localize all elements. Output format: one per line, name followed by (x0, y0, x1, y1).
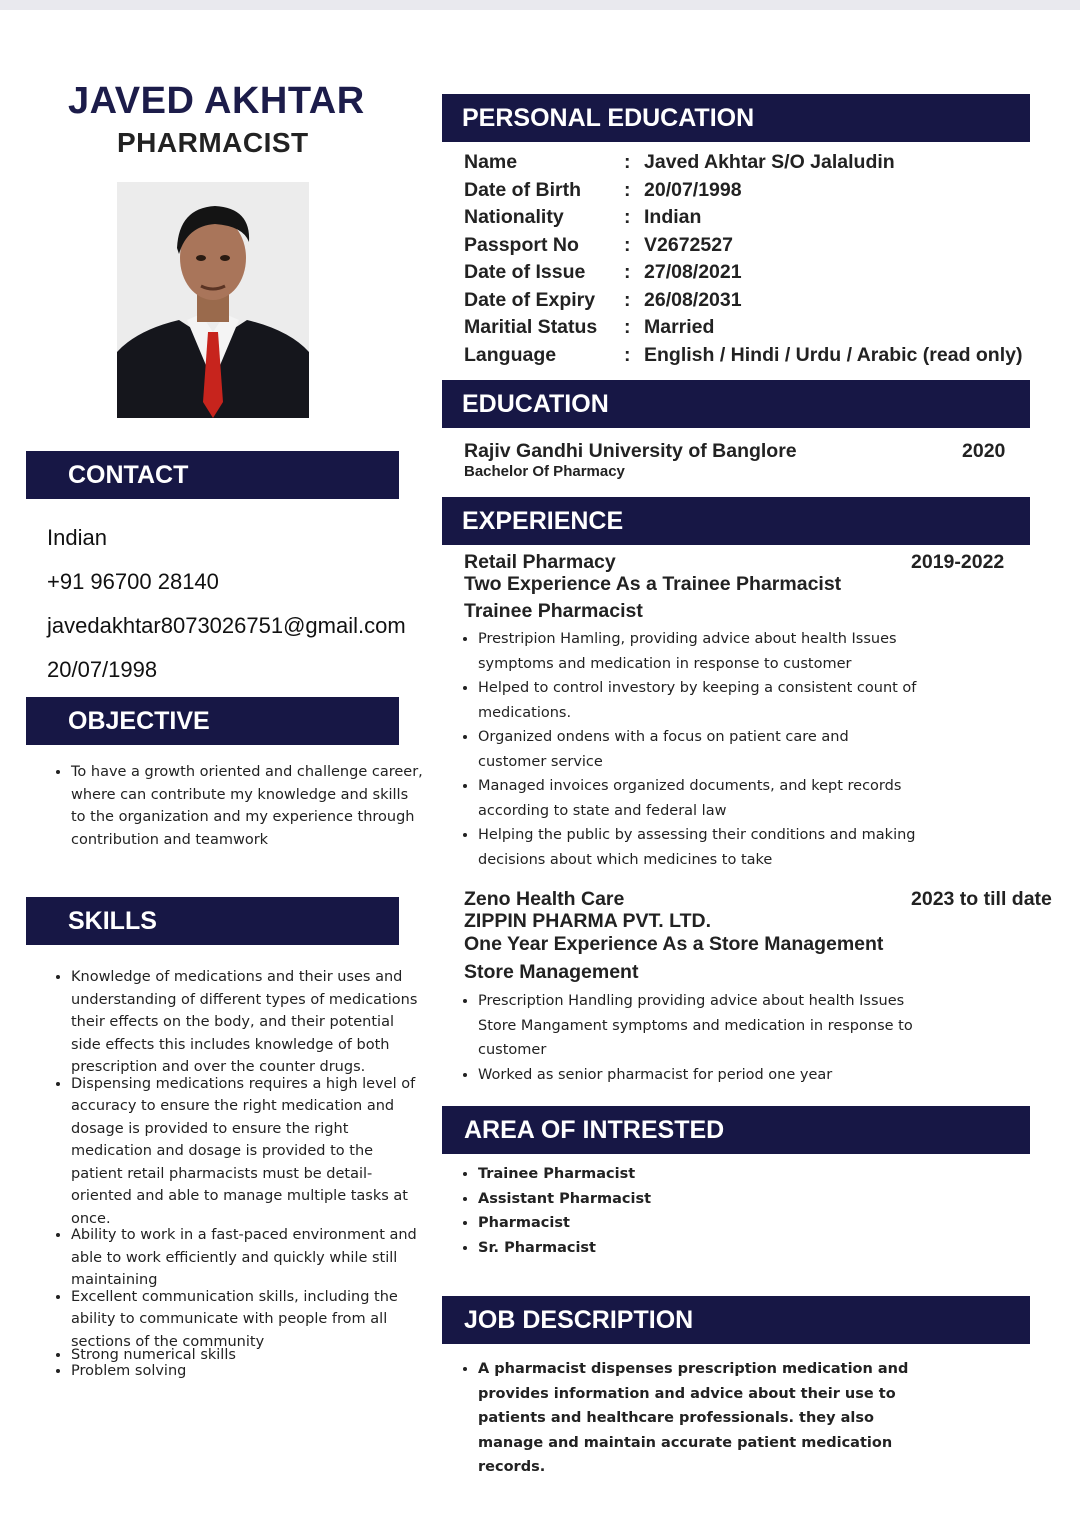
job-period: 2023 to till date (911, 888, 1052, 910)
skill-item: • Ability to work in a fast-paced environment and able to work efficiently and quickly while still maintaining (71, 1224, 425, 1292)
area-item: • Trainee Pharmacist (478, 1162, 840, 1187)
contact-nationality: Indian (47, 525, 107, 550)
area-item: • Assistant Pharmacist (478, 1187, 840, 1212)
job-bullet: • Worked as senior pharmacist for period one year (478, 1063, 920, 1088)
education-heading: EDUCATION (442, 380, 1030, 428)
candidate-role: PHARMACIST (117, 127, 309, 158)
education-year: 2020 (962, 440, 1006, 462)
personal-row: Date of Issue : 27/08/2021 (464, 261, 742, 284)
personal-row: Language : English / Hindi / Urdu / Arabic (read only) (464, 343, 1023, 366)
objective-heading: OBJECTIVE (26, 697, 399, 745)
personal-row: Nationality : Indian (464, 206, 702, 229)
profile-photo (117, 182, 309, 418)
personal-info (464, 149, 1022, 369)
skill-item: • Problem solving (71, 1363, 425, 1379)
job-company-legal: ZIPPIN PHARMA PVT. LTD. (464, 910, 712, 932)
skill-item: • Dispensing medications requires a high level of accuracy to ensure the right medication and dosage is provided to ensure the right medication and dosage is provided to the patient retail pharmacists must be detail-oriented and able to manage multiple tasks at once. (71, 1073, 425, 1231)
job-subtitle: One Year Experience As a Store Management (464, 933, 884, 955)
job-company: Retail Pharmacy (464, 551, 616, 573)
job-subtitle: Two Experience As a Trainee Pharmacist (464, 573, 842, 595)
job-bullets (440, 989, 920, 1087)
skills-list (47, 966, 425, 1379)
job-bullet: • Prescription Handling providing advice about health Issues Store Mangament symptoms and medication in response to customer (478, 989, 920, 1063)
job-role: Store Management (464, 961, 639, 983)
job-bullet: • Managed invoices organized documents, and kept records according to state and federal law (478, 774, 920, 823)
contact-heading: CONTACT (26, 451, 399, 499)
objective-item: • To have a growth oriented and challenge career, where can contribute my knowledge and skills to the organization and my experience through contribution and teamwork (71, 761, 425, 851)
job-bullet: • Helped to control investory by keeping a consistent count of medications. (478, 676, 920, 725)
education-school: Rajiv Gandhi University of Banglore (464, 440, 797, 462)
job-bullet: • Organized ondens with a focus on patient care and customer service (478, 725, 920, 774)
personal-row: Maritial Status : Married (464, 316, 715, 339)
skills-heading: SKILLS (26, 897, 399, 945)
objective-list (47, 761, 425, 851)
experience-heading: EXPERIENCE (442, 497, 1030, 545)
personal-row: Name : Javed Akhtar S/O Jalaludin (464, 151, 895, 174)
job-period: 2019-2022 (911, 551, 1005, 573)
skill-item: • Knowledge of medications and their uses and understanding of different types of medications their effects on the body, and their potential side effects this includes knowledge of both prescription and over the counter drugs. (71, 966, 425, 1079)
job-description-heading: JOB DESCRIPTION (442, 1296, 1030, 1344)
area-list (440, 1162, 840, 1260)
area-item: • Sr. Pharmacist (478, 1236, 840, 1261)
job-company: Zeno Health Care (464, 888, 625, 910)
area-heading: AREA OF INTRESTED (442, 1106, 1030, 1154)
job-bullet: • Prestripion Hamling, providing advice about health Issues symptoms and medication in response to customer (478, 627, 920, 676)
job-bullet: • Helping the public by assessing their conditions and making decisions about which medicines to take (478, 823, 920, 872)
job-bullets (440, 627, 920, 872)
area-item: • Pharmacist (478, 1211, 840, 1236)
job-description (440, 1357, 940, 1480)
skill-item: • Excellent communication skills, including the ability to communicate with people from all sections of the community (71, 1286, 425, 1354)
contact-dob: 20/07/1998 (47, 657, 158, 682)
candidate-name: JAVED AKHTAR (68, 80, 365, 122)
personal-row: Date of Birth : 20/07/1998 (464, 178, 742, 201)
personal-row: Passport No : V2672527 (464, 233, 733, 256)
personal-row: Date of Expiry : 26/08/2031 (464, 288, 742, 311)
personal-heading: PERSONAL EDUCATION (442, 94, 1030, 142)
top-strip (0, 0, 1080, 10)
contact-email[interactable]: javedakhtar8073026751@gmail.com (47, 613, 406, 638)
job-description-text: • A pharmacist dispenses prescription medication and provides information and advice about their use to patients and healthcare professionals. they also manage and maintain accurate patient medication records. (478, 1357, 940, 1480)
skill-item: • Strong numerical skills (71, 1347, 425, 1363)
person-photo-icon (117, 182, 309, 418)
contact-phone[interactable]: +91 96700 28140 (47, 569, 219, 594)
education-degree: Bachelor Of Pharmacy (464, 463, 625, 480)
job-role: Trainee Pharmacist (464, 600, 643, 622)
